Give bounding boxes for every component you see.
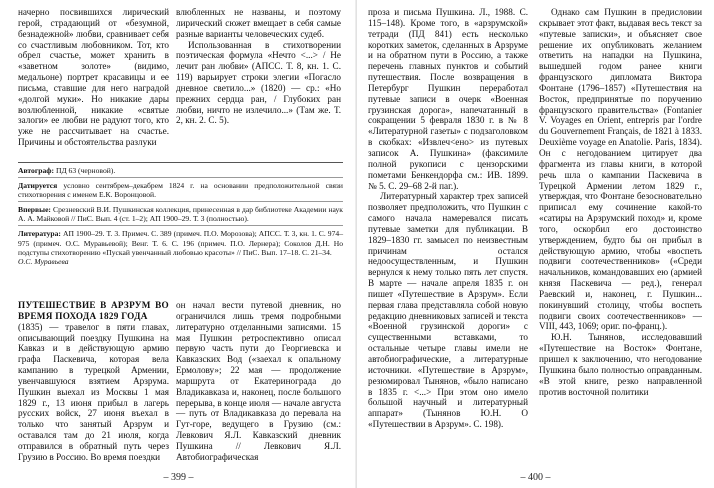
paragraph: влюбленных не названы, и поэтому лирический сюжет вмещает в себя самые разные варианты человеческих судеб. — [176, 7, 341, 39]
divider — [18, 162, 343, 163]
author-signature: О.С. Муравьева — [18, 256, 69, 266]
divider — [18, 177, 343, 178]
right-column-2 — [539, 7, 702, 397]
paragraph: Использованная в стихотворении поэтическая формула «Нечто <...> / Не лечит ран любви» (АПСС. Т. 8, кн. 1. С. 119) варьирует строки элегии «Погасло дневное светило...» (1820) — ср.: «Но прежних сердца ран, / Глубоких ран любви, ничто не излечило...» (Там же. Т. 2, кн. 2. С. 5). — [176, 39, 341, 126]
autograph-note — [18, 166, 343, 175]
literature-text: АП 1900–29. Т. 3. Примеч. С. 389 (примеч. П.О. Морозова); АПСС. Т. 3, кн. 1. С. 974–975 (примеч. О.С. Муравьевой); Венг. Т. 6. С. 196 (примеч. П.О. Лернера); Соколов Д.Н. Но подступы стихотворению «Пускай увенчанный любовью красоты» // ПиС. Вып. 17–18. С. 21–34. — [18, 229, 343, 257]
paragraph: начерно посвившихся лирический герой, страдающий от «безумной, безнадежной» любви, сравнивает себя со счастливым любовником. Тот, кто обрел счастье, может хранить в «заветном золоте» (видимо, медальоне) портрет красавицы и ее письма, ставшие для него наградой «долгой муки». Но никакие дары возлюбленной, никакие «святые залоги» ее любви не радуют того, кто уже не рассчитывает на счастье. Причины и обстоятельства разлуки — [18, 7, 169, 148]
dating-label: Датируется — [18, 181, 58, 191]
right-page — [357, 0, 714, 488]
paragraph: Ю.Н. Тынянов, исследовавший «Путешествие на Восток» Фонтане, пришел к заключению, что негодование Пушкина было полностью оправданным. «В этой книге, резко направленной против восточной политики — [539, 332, 702, 397]
paragraph: Литературный характер трех записей позволяет предположить, что Пушкин с самого начала намеревался писать путевые заметки для публикации. В 1829–1830 гг. замысел по неизвестным причинам остался недоосуществленным, и Пушкин вернулся к нему только пять лет спустя. В марте — начале апреля 1835 г. он пишет «Путешествие в Арзрум». Если первая глава представляла собой новую редакцию дневниковых записей и текста «Военной грузинской дороги» с существенными вставками, то остальные четыре главы имели не автобиографические, а литературные источники. «Путешествие в Арзрум», резюмировал Тынянов, «было написано в 1835 г. <...> При этом оно имело большой научный и литературный аппарат» (Тынянов Ю.Н. О «Путешествии в Арзрум». С. 198). — [368, 191, 528, 430]
dating-text: условно сентябрем–декабрем 1824 г. на основании предположительной связи стихотворения с именем Е.К. Воронцовой. — [18, 181, 343, 200]
first-publication-label: Впервые: — [18, 205, 51, 215]
dating-note — [18, 181, 343, 199]
first-publication-note — [18, 205, 343, 223]
divider — [18, 225, 343, 226]
paragraph: (1835) — травелог в пяти главах, описывающий поездку Пушкина на Кавказ и в действующую армию графа Паскевича, которая вела кампанию в турецкой Армении, увенчавшуюся взятием Арзрума. Пушкин выехал из Москвы 1 мая 1829 г., 13 июня прибыл в лагерь русских войск, 27 июня въехал в только что занятый Арзрум и оставался там до 21 июля, когда отправился в обратный путь через Грузию в Россию. Во время поездки — [18, 321, 169, 462]
article-apparatus — [18, 162, 343, 266]
left-column-1-top — [18, 7, 169, 148]
left-column-2-bottom — [176, 300, 341, 463]
autograph-text: ПД 63 (черновой). — [55, 166, 116, 175]
autograph-label: Автограф: — [18, 166, 55, 175]
right-column-1 — [368, 7, 528, 430]
paragraph: проза и письма Пушкина. Л., 1988. С. 115–148). Кроме того, в «арзрумской» тетради (ПД 841) есть несколько коротких заметок, сделанных в Арзруме и на обратном пути в Россию, а также перечень главных пунктов и событий путешествия. После возвращения в Петербург Пушкин переработал путевые записи в очерк «Военная грузинская дорога», напечатанный в сокращении 5 февраля 1830 г. в № 8 «Литературной газеты» с подзаголовком в скобках: «Извлеч<ено> из путевых записок А. Пушкина» (факсимиле полной рукописи с цензорскими пометами Бенкендорфа см.: ИВ. 1899. № 5. С. 29–68 2-й паг.). — [368, 7, 528, 191]
page-number-left: – 399 – — [163, 472, 194, 483]
first-publication-text: Срезневский В.И. Пушкинская коллекция, принесенная в дар библиотеке Академии наук А. А. Майковой // ПиС. Вып. 4 (ст. 1–2); АП 1900–29. Т. 3 (полностью). — [18, 205, 343, 224]
literature-label: Литература: — [18, 229, 61, 239]
paragraph: Однако сам Пушкин в предисловии скрывает этот факт, выдавая весь текст за «путевые записки», и объясняет свое решение их опубликовать желанием ответить на нападки на Пушкина, вышедшей годом ранее книги французского дипломата Виктора Фонтане (1796–1857) «Путешествия на Восток, предпринятые по поручению французского правительства» (Fontanier V. Voyages en Orient, entrepris par l'ordre du Gouvernement Français, de 1821 à 1833. Deuxième voyage en Anatolie. Paris, 1834). Он с негодованием цитирует два фрагмента из главы книги, в которой речь шла о кампании Паскевича в Турецкой Армении летом 1829 г., утверждая, что Фонтане безосновательно приписал ему сочинение какой-то «сатиры на Арзрумский поход» и, кроме того, оскорбил его достоинство утверждением, будто бы он прибыл в действующую армию, чтобы «воспеть подвиги соотечественников» («Среди начальников, командовавших ею (армией князя Паскевича — ред.), генерал Раевский и, наконец, г. Пушкин... покинувший столицу, чтобы воспеть подвиги своих соотечественников» — VIII, 443, 1069; ориг. по-франц.). — [539, 7, 702, 332]
entry-headline: ПУТЕШЕСТВИЕ В АРЗРУМ ВО ВРЕМЯ ПОХОДА 1829 ГОДА — [18, 300, 169, 321]
left-column-1-bottom — [18, 300, 169, 463]
literature-note — [18, 229, 343, 256]
paragraph: он начал вести путевой дневник, но ограничился лишь тремя подробными литературно отделанными записями. 15 мая Пушкин ретроспективно описал первую часть пути до Георгиевска и Кавказских Вод («заехал к опальному Ермолову»; 22 мая — продолжение маршрута от Екатеринограда до Владикавказа и, наконец, после большого перерыва, в конце июля — начале августа — путь от Владикавказа до перевала на Гут-горе, ведущего в Грузию (см.: Левкович Я.Л. Кавказский дневник Пушкина // Левкович Я.Л. Автобиографическая — [176, 300, 341, 462]
page-number-right: – 400 – — [520, 472, 551, 483]
divider — [18, 201, 343, 202]
left-column-2-top — [176, 7, 341, 126]
